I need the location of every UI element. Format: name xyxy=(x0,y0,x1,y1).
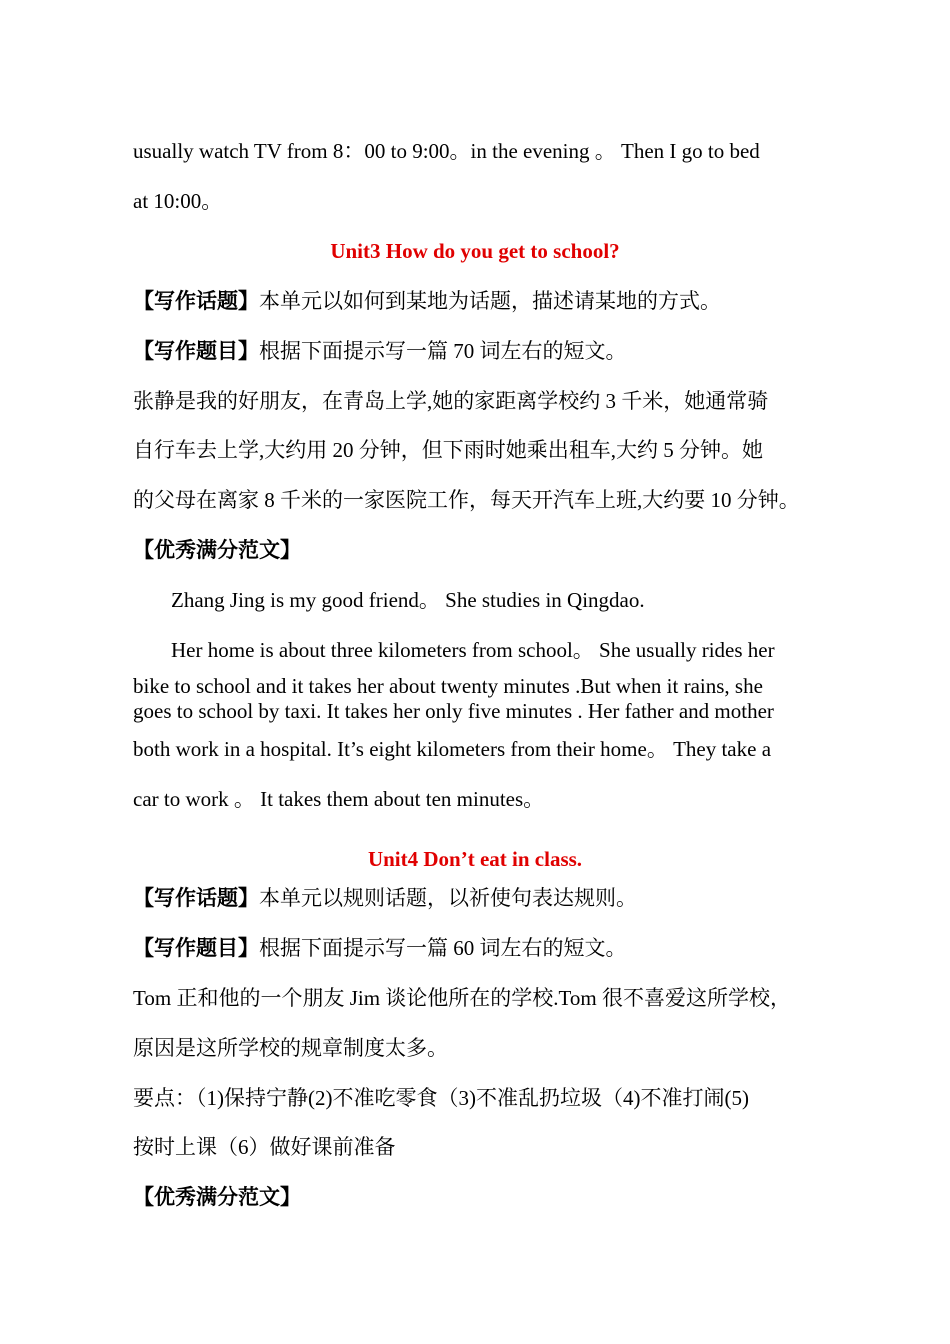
unit3-prompt xyxy=(133,338,833,364)
unit4-topic xyxy=(133,885,833,911)
unit3-essay-line: both work in a hospital. It’s eight kilometers from their home。 They take a xyxy=(133,737,772,761)
unit4-task-line: Tom 正和他的一个朋友 Jim 谈论他所在的学校.Tom 很不喜爱这所学校， xyxy=(133,986,791,1010)
unit3-essay-line: Her home is about three kilometers from school。 She usually rides her xyxy=(171,638,775,662)
intro-line-2: at 10:00。 xyxy=(133,189,223,213)
unit3-essay-line: goes to school by taxi. It takes her only five minutes . Her father and mother xyxy=(133,699,774,723)
unit3-task-line: 张静是我的好朋友，在青岛上学,她的家距离学校约 3 千米，她通常骑 xyxy=(133,389,769,413)
unit4-task-line: 要点：（1)保持宁静(2)不准吃零食（3)不准乱扔垃圾（4)不准打闹(5) xyxy=(133,1086,749,1110)
topic-text: 本单元以如何到某地为话题，描述请某地的方式。 xyxy=(259,289,721,313)
unit3-essay-line: Zhang Jing is my good friend。 She studies in Qingdao. xyxy=(171,588,645,612)
unit3-task-line: 的父母在离家 8 千米的一家医院工作，每天开汽车上班,大约要 10 分钟。 xyxy=(133,488,800,512)
topic-label: 【写作话题】 xyxy=(133,289,259,313)
prompt-label: 【写作题目】 xyxy=(133,936,259,960)
unit4-task-line: 按时上课（6）做好课前准备 xyxy=(133,1135,396,1159)
unit3-model-label: 【优秀满分范文】 xyxy=(133,538,301,562)
topic-text: 本单元以规则话题，以祈使句表达规则。 xyxy=(259,886,637,910)
topic-label: 【写作话题】 xyxy=(133,886,259,910)
prompt-text: 根据下面提示写一篇 60 词左右的短文。 xyxy=(259,936,627,960)
unit4-model-label: 【优秀满分范文】 xyxy=(133,1185,301,1209)
intro-line-1: usually watch TV from 8：00 to 9:00。in the evening 。 Then I go to bed xyxy=(133,139,760,163)
unit3-essay-line: car to work 。 It takes them about ten minutes。 xyxy=(133,787,545,811)
unit3-essay-line: bike to school and it takes her about twenty minutes .But when it rains, she xyxy=(133,674,763,698)
prompt-text: 根据下面提示写一篇 70 词左右的短文。 xyxy=(259,339,627,363)
unit4-prompt xyxy=(133,935,833,961)
unit3-topic xyxy=(133,288,833,314)
unit4-heading: Unit4 Don’t eat in class. xyxy=(367,847,583,871)
unit3-heading: Unit3 How do you get to school? xyxy=(330,239,620,263)
prompt-label: 【写作题目】 xyxy=(133,339,259,363)
unit4-task-line: 原因是这所学校的规章制度太多。 xyxy=(133,1036,448,1060)
unit3-task-line: 自行车去上学,大约用 20 分钟，但下雨时她乘出租车,大约 5 分钟。她 xyxy=(133,438,763,462)
